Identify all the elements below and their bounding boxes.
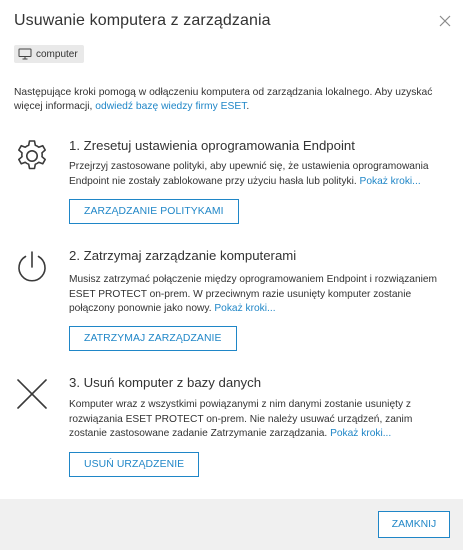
knowledge-base-link[interactable]: odwiedź bazę wiedzy firmy ESET [95, 101, 247, 112]
remove-device-button[interactable]: USUŃ URZĄDZENIE [69, 452, 199, 477]
step-3-title: 3. Usuń komputer z bazy danych [69, 375, 262, 390]
computer-chip [14, 45, 84, 63]
dialog-title: Usuwanie komputera z zarządzania [14, 12, 271, 29]
intro-suffix: . [246, 101, 250, 112]
x-mark-icon [14, 376, 50, 417]
step-3-description [69, 398, 449, 442]
step-1-description-text: Przejrzyj zastosowane polityki, aby upewnić się, że ustawienia oprogramowania Endpoint nie zostały zablokowane przy użyciu hasła lub polityki. [69, 161, 429, 187]
intro-text [14, 86, 454, 114]
step-1-title: 1. Zresetuj ustawienia oprogramowania Endpoint [69, 138, 355, 153]
dialog-footer [0, 499, 463, 550]
step-3-description-text: Komputer wraz z wszystkimi powiązanymi z nim danymi zostanie usunięty z rozwiązania ESET PROTECT on-prem. Nie należy usuwać urządzeń, zanim zostanie zastosowane zadanie Zatrzymanie zarządzania. [69, 399, 413, 439]
manage-policies-button[interactable]: ZARZĄDZANIE POLITYKAMI [69, 199, 239, 224]
close-icon[interactable] [437, 13, 453, 29]
step-1-show-steps-link[interactable]: Pokaż kroki... [359, 175, 421, 187]
intro-body: Następujące kroki pomogą w odłączeniu komputera od zarządzania lokalnego. Aby uzyskać więcej informacji, [14, 87, 433, 112]
stop-management-button[interactable]: ZATRZYMAJ ZARZĄDZANIE [69, 326, 237, 351]
computer-name: computer [36, 48, 78, 60]
close-button[interactable]: ZAMKNIJ [378, 511, 450, 538]
step-2-show-steps-link[interactable]: Pokaż kroki... [214, 303, 276, 314]
step-2-title: 2. Zatrzymaj zarządzanie komputerami [69, 248, 297, 263]
gear-icon [14, 138, 50, 179]
step-2-description-text: Musisz zatrzymać połączenie między oprogramowaniem Endpoint i rozwiązaniem ESET PROTECT on-prem. W przeciwnym razie usunięty komputer zostanie połączony ponownie jako nowy. [69, 274, 438, 314]
step-1-description [69, 160, 449, 189]
monitor-icon [18, 48, 32, 60]
step-3-show-steps-link[interactable]: Pokaż kroki... [330, 428, 392, 439]
step-2-description [69, 273, 449, 317]
power-icon [14, 249, 50, 290]
